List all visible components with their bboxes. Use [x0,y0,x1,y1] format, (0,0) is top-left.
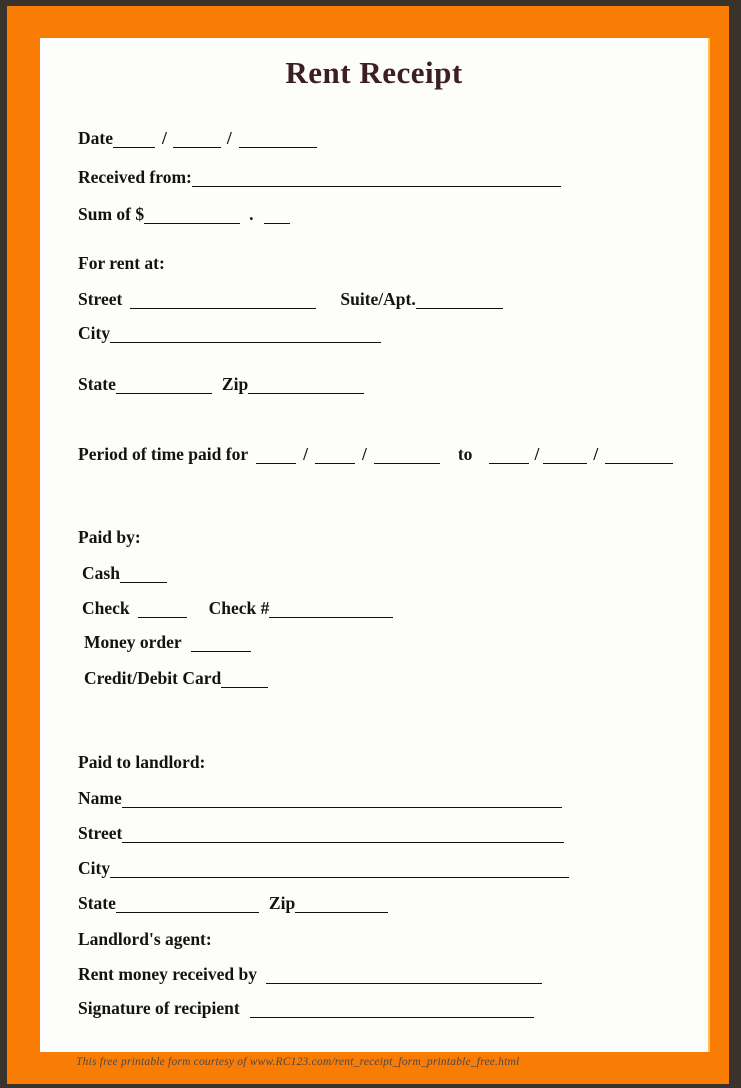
rental-suite-blank[interactable] [416,294,503,309]
date-year-blank[interactable] [239,133,317,148]
landlord-zip-label: Zip [268,893,296,913]
field-sum-of [78,206,290,224]
period-from-year-blank[interactable] [374,449,440,464]
period-to-label: to [457,444,473,464]
landlord-state-blank[interactable] [116,898,259,913]
period-from-month-blank[interactable] [256,449,296,464]
period-from-day-blank[interactable] [315,449,355,464]
rental-state-label: State [78,374,116,394]
rental-street-blank[interactable] [130,294,316,309]
rental-city-blank[interactable] [110,328,381,343]
sum-cents-blank[interactable] [264,209,290,224]
landlord-name-label: Name [78,788,122,808]
date-month-blank[interactable] [113,133,155,148]
paid-by-label: Paid by: [78,527,141,547]
date-separator-1: / [161,128,167,148]
footer-credit-text: This free printable form courtesy of www.RC123.com/rent_receipt_form_printable_free.html [76,1056,520,1068]
received-from-blank[interactable] [192,172,561,187]
rental-zip-label: Zip [221,374,249,394]
page-title: Rent Receipt [285,55,463,90]
field-landlord-city [78,860,569,878]
landlord-street-blank[interactable] [122,828,564,843]
check-number-blank[interactable] [269,603,393,618]
field-date [78,130,317,148]
rental-state-blank[interactable] [116,379,212,394]
signature-blank[interactable] [250,1003,534,1018]
period-to-day-blank[interactable] [543,449,587,464]
receipt-body [40,38,708,1068]
field-rental-street [78,291,503,309]
period-separator-2: / [361,444,367,464]
rental-zip-blank[interactable] [248,379,364,394]
period-separator-4: / [593,444,599,464]
field-received-from [78,169,561,187]
check-label: Check [82,598,130,618]
field-rental-state-zip [78,376,364,394]
landlord-street-label: Street [78,823,123,843]
check-blank[interactable] [138,603,187,618]
landlord-city-blank[interactable] [110,863,569,878]
period-to-year-blank[interactable] [605,449,673,464]
date-separator-2: / [226,128,232,148]
field-landlord-street [78,825,564,843]
sum-dollars-blank[interactable] [144,209,240,224]
cash-label: Cash [82,563,120,583]
payment-option-cash [82,565,167,583]
period-separator-3: / [534,444,540,464]
landlord-agent-heading [78,931,212,949]
for-rent-at-label: For rent at: [78,253,165,273]
landlord-zip-blank[interactable] [295,898,388,913]
money-order-label: Money order [84,632,182,652]
for-rent-at-heading [78,255,165,273]
sum-of-label: Sum of $ [78,204,145,224]
period-to-month-blank[interactable] [489,449,529,464]
received-from-label: Received from: [78,167,192,187]
landlord-agent-label: Landlord's agent: [78,929,212,949]
payment-option-check [82,600,393,618]
date-day-blank[interactable] [173,133,221,148]
landlord-state-label: State [78,893,116,913]
paid-by-heading [78,529,141,547]
money-order-blank[interactable] [191,637,251,652]
check-number-label: Check # [208,598,270,618]
rental-suite-label: Suite/Apt. [340,289,416,309]
period-separator-1: / [303,444,308,464]
receipt-paper [40,38,708,1068]
field-landlord-state-zip [78,895,388,913]
credit-debit-card-label: Credit/Debit Card [84,668,222,688]
credit-debit-card-blank[interactable] [221,673,268,688]
date-label: Date [78,128,113,148]
payment-option-money-order [84,634,251,652]
landlord-name-blank[interactable] [122,793,562,808]
period-label: Period of time paid for [78,444,249,464]
paid-to-landlord-heading [78,754,205,772]
rental-city-label: City [78,323,111,343]
sum-decimal-point: . [249,204,254,224]
paid-to-landlord-label: Paid to landlord: [78,752,206,772]
field-rental-city [78,325,381,343]
field-signature-of-recipient [78,1000,534,1018]
field-period-of-time [78,446,673,464]
rent-money-received-by-blank[interactable] [266,969,542,984]
landlord-city-label: City [78,858,111,878]
rent-money-received-by-label: Rent money received by [78,964,258,984]
payment-option-credit-debit-card [84,670,268,688]
signature-label: Signature of recipient [78,998,240,1018]
field-landlord-name [78,790,562,808]
rental-street-label: Street [78,289,123,309]
cash-blank[interactable] [120,568,167,583]
field-rent-money-received-by [78,966,542,984]
